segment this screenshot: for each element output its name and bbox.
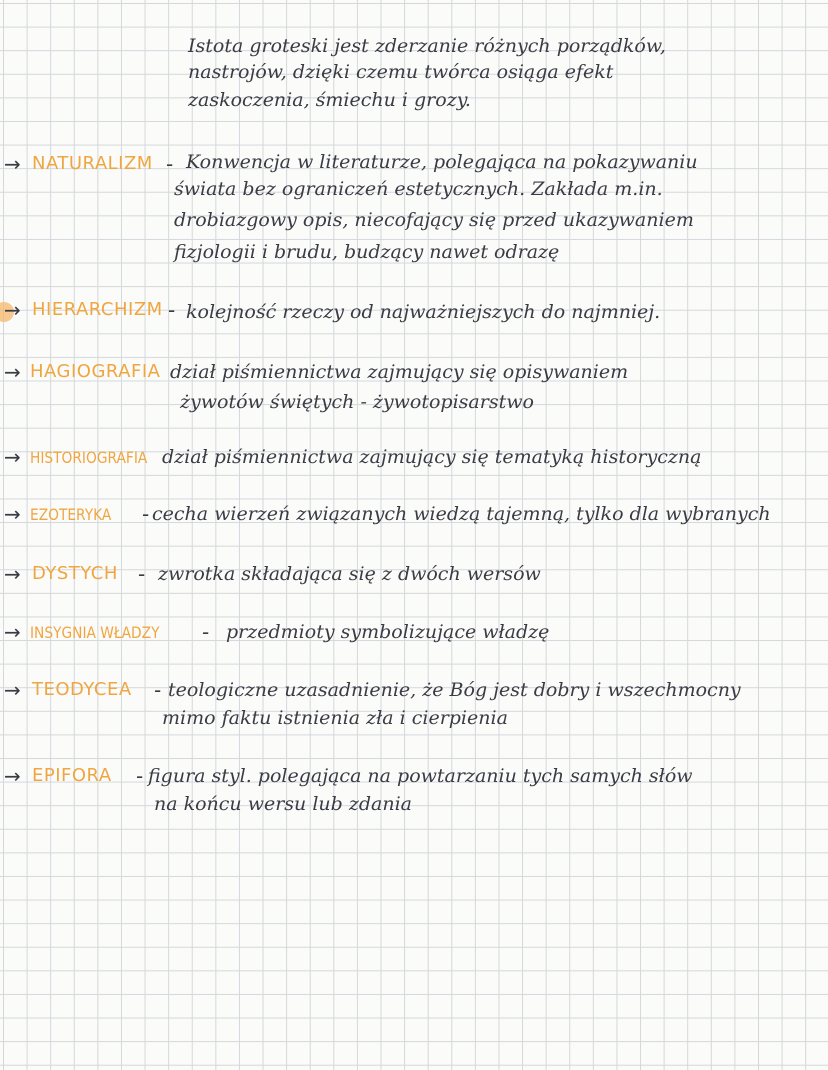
arrow-icon: →	[4, 502, 21, 526]
definition-line: zwrotka składająca się z dwóch wersów	[158, 563, 541, 585]
definition-line: kolejność rzeczy od najważniejszych do najmniej.	[186, 301, 661, 323]
dash-separator: -	[142, 502, 150, 526]
dash-separator: -	[138, 562, 146, 586]
arrow-icon: →	[4, 764, 21, 788]
term-label: HIERARCHIZM	[32, 299, 163, 320]
term-label: NATURALIZM	[32, 153, 153, 174]
arrow-icon: →	[4, 562, 21, 586]
definition-line: Konwencja w literaturze, polegająca na pokazywaniu	[186, 151, 698, 173]
dash-separator: -	[166, 152, 174, 176]
definition-line: figura styl. polegająca na powtarzaniu tych samych słów	[148, 765, 693, 787]
term-label: EPIFORA	[32, 765, 112, 786]
definition-line: na końcu wersu lub zdania	[154, 793, 412, 815]
term-label: HISTORIOGRAFIA	[30, 448, 148, 467]
definition-line: dział piśmiennictwa zajmujący się tematyką historyczną	[162, 446, 702, 468]
arrow-icon: →	[4, 445, 21, 469]
definition-line: przedmioty symbolizujące władzę	[226, 621, 550, 643]
arrow-icon: →	[4, 152, 21, 176]
arrow-icon: →	[4, 620, 21, 644]
definition-line: świata bez ograniczeń estetycznych. Zakłada m.in.	[174, 178, 663, 200]
definition-line: teologiczne uzasadnienie, że Bóg jest dobry i wszechmocny	[168, 679, 741, 701]
intro-line: zaskoczenia, śmiechu i grozy.	[188, 89, 471, 111]
intro-line: Istota groteski jest zderzanie różnych porządków,	[188, 35, 666, 57]
dash-separator: -	[202, 620, 210, 644]
dash-separator: -	[154, 678, 162, 702]
term-label: INSYGNIA WŁADZY	[30, 623, 160, 642]
arrow-icon: →	[4, 298, 21, 322]
arrow-icon: →	[4, 360, 21, 384]
dash-separator: -	[168, 298, 176, 322]
term-label: TEODYCEA	[32, 679, 132, 700]
arrow-icon: →	[4, 678, 21, 702]
definition-line: żywotów świętych - żywotopisarstwo	[180, 391, 534, 413]
term-label: DYSTYCH	[32, 563, 118, 584]
definition-line: fizjologii i brudu, budzący nawet odrazę	[174, 241, 560, 263]
definition-line: cecha wierzeń związanych wiedzą tajemną, tylko dla wybranych	[152, 503, 771, 525]
term-label: EZOTERYKA	[30, 505, 112, 524]
definition-line: dział piśmiennictwa zajmujący się opisywaniem	[170, 361, 629, 383]
dash-separator: -	[136, 764, 144, 788]
intro-line: nastrojów, dzięki czemu twórca osiąga efekt	[188, 61, 614, 83]
definition-line: drobiazgowy opis, niecofający się przed ukazywaniem	[174, 209, 694, 231]
definition-line: mimo faktu istnienia zła i cierpienia	[162, 707, 508, 729]
term-label: HAGIOGRAFIA	[30, 361, 161, 382]
